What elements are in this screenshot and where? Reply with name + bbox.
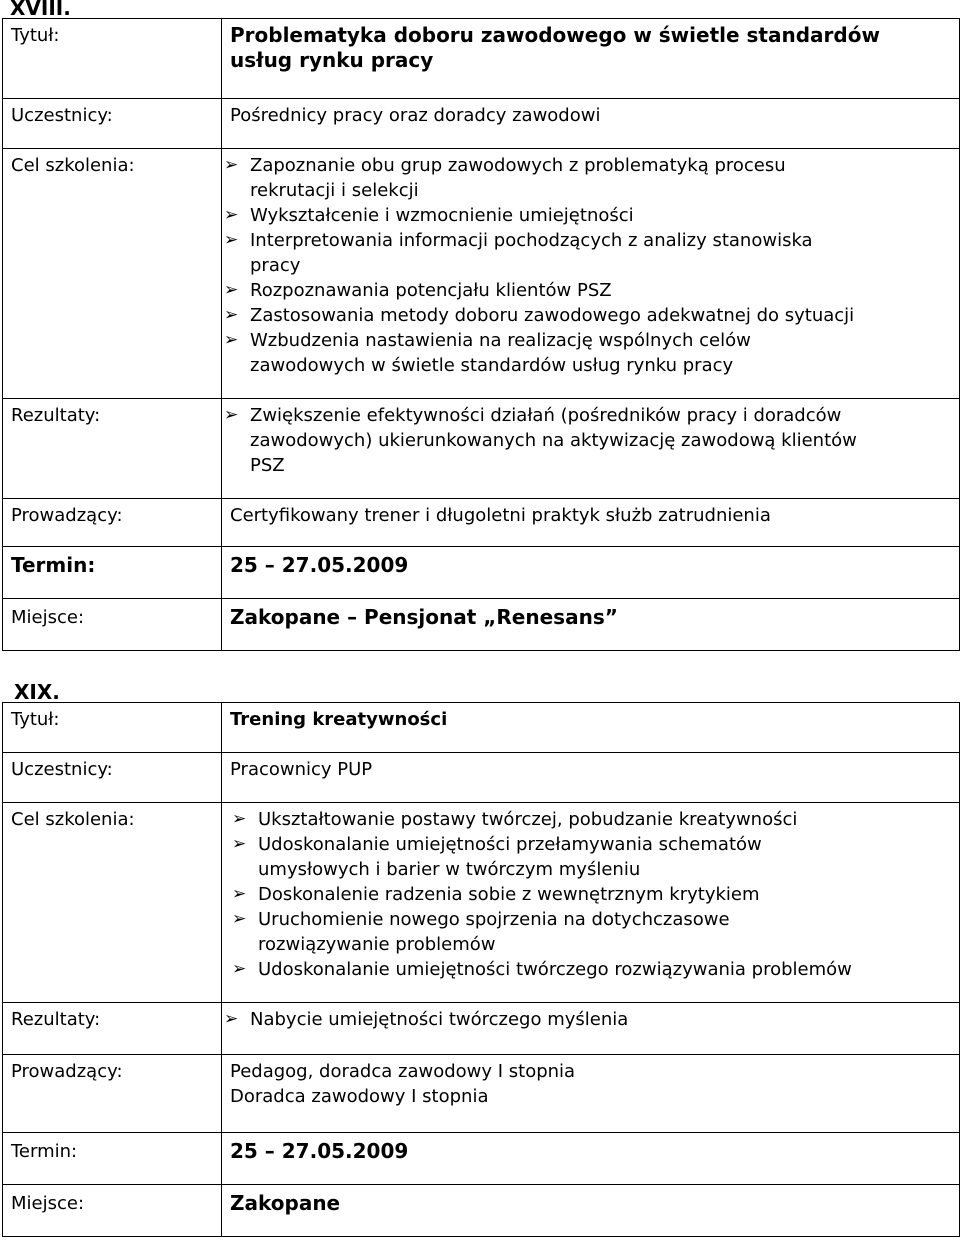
goal-list xyxy=(222,153,959,378)
arrow-bullet-icon: ➢ xyxy=(232,834,247,854)
title-line: Problematyka doboru zawodowego w świetle standardów xyxy=(230,23,880,47)
arrow-bullet-icon: ➢ xyxy=(232,909,247,929)
goal-item: ➢ Udoskonalanie umiejętności twórczego rozwiązywania problemów xyxy=(232,959,852,980)
title-label: Tytuł: xyxy=(3,703,222,753)
goal-label: Cel szkolenia: xyxy=(3,803,222,1003)
date-value: 25 – 27.05.2009 xyxy=(222,1133,960,1185)
goal-item: ➢ Doskonalenie radzenia sobie z wewnętrznym krytykiem xyxy=(232,884,760,905)
training-table-xix xyxy=(2,702,960,1237)
arrow-bullet-icon: ➢ xyxy=(224,330,239,350)
leader-value xyxy=(222,1055,960,1133)
goal-list-cell xyxy=(222,803,960,1003)
goal-item: ➢ Uruchomienie nowego spojrzenia na dotychczasowe rozwiązywanie problemów xyxy=(232,909,730,955)
title-value: Trening kreatywności xyxy=(222,703,960,753)
leader-line: Doradca zawodowy I stopnia xyxy=(230,1086,489,1107)
goal-item: ➢ Zastosowania metody doboru zawodowego adekwatnej do sytuacji xyxy=(224,305,855,326)
training-table-xviii xyxy=(2,18,960,651)
leader-label: Prowadzący: xyxy=(3,1055,222,1133)
goal-item: ➢ Zapoznanie obu grup zawodowych z problematyką procesu rekrutacji i selekcji xyxy=(224,155,786,201)
participants-label: Uczestnicy: xyxy=(3,99,222,149)
place-value: Zakopane xyxy=(222,1185,960,1237)
result-item: ➢ Zwiększenie efektywności działań (pośredników pracy i doradców zawodowych) ukierunkowanych na aktywizację zawodową klientów PSZ xyxy=(224,405,857,476)
goal-item: ➢ Udoskonalanie umiejętności przełamywania schematów umysłowych i barier w twórczym myśleniu xyxy=(232,834,762,880)
goal-label: Cel szkolenia: xyxy=(3,149,222,399)
section-number: XVIII. xyxy=(10,0,71,20)
arrow-bullet-icon: ➢ xyxy=(224,405,239,425)
goal-item: ➢ Wzbudzenia nastawienia na realizację wspólnych celów zawodowych w świetle standardów usług rynku pracy xyxy=(224,330,751,376)
arrow-bullet-icon: ➢ xyxy=(224,155,239,175)
goal-list-cell xyxy=(222,149,960,399)
participants-value: Pośrednicy pracy oraz doradcy zawodowi xyxy=(222,99,960,149)
results-list xyxy=(222,1007,959,1032)
date-label: Termin: xyxy=(3,547,222,599)
participants-label: Uczestnicy: xyxy=(3,753,222,803)
goal-item: ➢ Interpretowania informacji pochodzących z analizy stanowiska pracy xyxy=(224,230,813,276)
goal-item: ➢ Rozpoznawania potencjału klientów PSZ xyxy=(224,280,612,301)
arrow-bullet-icon: ➢ xyxy=(224,230,239,250)
title-line: usług rynku pracy xyxy=(230,48,434,72)
results-label: Rezultaty: xyxy=(3,399,222,499)
result-item: ➢ Nabycie umiejętności twórczego myślenia xyxy=(224,1009,629,1030)
goal-list xyxy=(230,807,959,982)
results-list xyxy=(222,403,959,478)
date-label: Termin: xyxy=(3,1133,222,1185)
leader-value: Certyfikowany trener i długoletni praktyk służb zatrudnienia xyxy=(222,499,960,547)
place-value: Zakopane – Pensjonat „Renesans” xyxy=(222,599,960,651)
place-label: Miejsce: xyxy=(3,599,222,651)
arrow-bullet-icon: ➢ xyxy=(232,959,247,979)
arrow-bullet-icon: ➢ xyxy=(224,205,239,225)
leader-label: Prowadzący: xyxy=(3,499,222,547)
goal-item: ➢ Ukształtowanie postawy twórczej, pobudzanie kreatywności xyxy=(232,809,798,830)
title-value xyxy=(222,19,960,99)
place-label: Miejsce: xyxy=(3,1185,222,1237)
section-number: XIX. xyxy=(14,680,60,704)
results-cell xyxy=(222,399,960,499)
leader-line: Pedagog, doradca zawodowy I stopnia xyxy=(230,1061,576,1082)
arrow-bullet-icon: ➢ xyxy=(224,1009,239,1029)
goal-item: ➢ Wykształcenie i wzmocnienie umiejętności xyxy=(224,205,634,226)
arrow-bullet-icon: ➢ xyxy=(224,280,239,300)
title-label: Tytuł: xyxy=(3,19,222,99)
results-cell xyxy=(222,1003,960,1055)
arrow-bullet-icon: ➢ xyxy=(232,884,247,904)
date-value: 25 – 27.05.2009 xyxy=(222,547,960,599)
arrow-bullet-icon: ➢ xyxy=(224,305,239,325)
arrow-bullet-icon: ➢ xyxy=(232,809,247,829)
results-label: Rezultaty: xyxy=(3,1003,222,1055)
participants-value: Pracownicy PUP xyxy=(222,753,960,803)
